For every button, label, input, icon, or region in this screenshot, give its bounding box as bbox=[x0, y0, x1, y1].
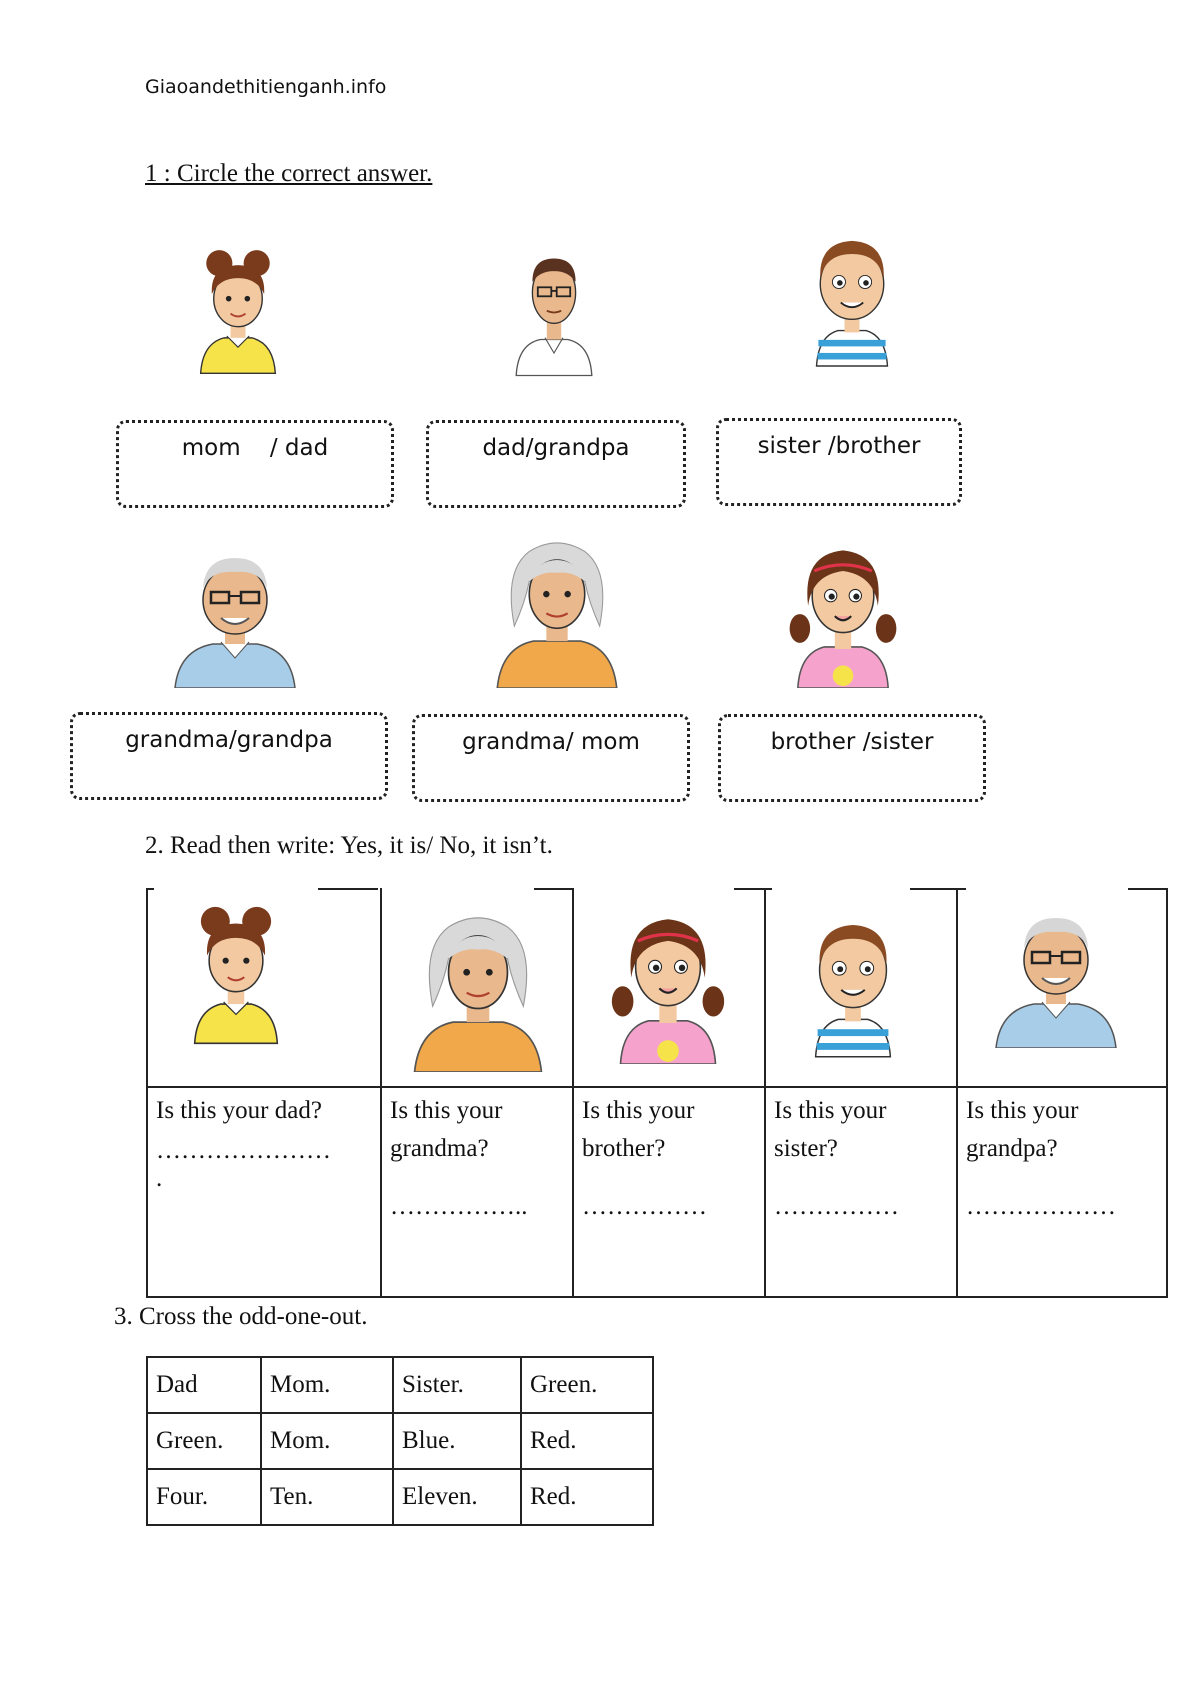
grandma-icon bbox=[398, 902, 558, 1072]
answer-blank[interactable]: …………….. bbox=[390, 1193, 528, 1220]
word-cell[interactable]: Mom. bbox=[261, 1357, 393, 1413]
question-text-2: sister? bbox=[774, 1135, 838, 1162]
odd-one-out-table bbox=[146, 1356, 654, 1526]
table-border bbox=[146, 1086, 1168, 1088]
answer-box-1[interactable]: mom / dad bbox=[116, 420, 394, 508]
mom-icon bbox=[182, 238, 294, 378]
table-row bbox=[147, 1413, 653, 1469]
answer-box-5[interactable]: grandma/ mom bbox=[412, 714, 690, 802]
word-cell[interactable]: Four. bbox=[147, 1469, 261, 1525]
table-border bbox=[734, 888, 772, 890]
site-header: Giaoandethitienganh.info bbox=[145, 76, 387, 98]
word-cell[interactable]: Dad bbox=[147, 1357, 261, 1413]
grandpa-icon bbox=[976, 898, 1136, 1048]
word-cell[interactable]: Green. bbox=[147, 1413, 261, 1469]
answer-blank[interactable]: …………… bbox=[582, 1193, 707, 1220]
word-cell[interactable]: Red. bbox=[521, 1413, 653, 1469]
word-cell[interactable]: Sister. bbox=[393, 1357, 521, 1413]
question-text-2: grandma? bbox=[390, 1135, 489, 1162]
section1-title: 1 : Circle the correct answer. bbox=[145, 160, 433, 187]
answer-box-3[interactable]: sister /brother bbox=[716, 418, 962, 506]
mom-icon bbox=[174, 894, 298, 1048]
answer-blank-end: . bbox=[156, 1165, 163, 1192]
table-border bbox=[956, 888, 958, 1298]
table-border bbox=[146, 888, 148, 1298]
table-row bbox=[147, 1357, 653, 1413]
answer-blank[interactable]: ……………… bbox=[966, 1193, 1116, 1220]
question-text-2: brother? bbox=[582, 1135, 666, 1162]
question-text-2: grandpa? bbox=[966, 1135, 1058, 1162]
table-border bbox=[572, 888, 574, 1298]
question-cell-4 bbox=[774, 1092, 954, 1226]
question-cell-1 bbox=[156, 1092, 376, 1198]
question-text: Is this your dad? bbox=[156, 1097, 322, 1124]
answer-box-4[interactable]: grandma/grandpa bbox=[70, 712, 388, 800]
question-cell-2 bbox=[390, 1092, 570, 1226]
table-border bbox=[146, 1296, 1168, 1298]
table-border bbox=[534, 888, 572, 890]
word-cell[interactable]: Ten. bbox=[261, 1469, 393, 1525]
grandma-icon bbox=[482, 528, 632, 688]
brother-icon bbox=[796, 218, 908, 374]
word-cell[interactable]: Blue. bbox=[393, 1413, 521, 1469]
answer-blank[interactable]: ………………… bbox=[156, 1137, 331, 1164]
answer-box-2[interactable]: dad/grandpa bbox=[426, 420, 686, 508]
word-cell[interactable]: Eleven. bbox=[393, 1469, 521, 1525]
question-cell-5 bbox=[966, 1092, 1162, 1226]
answer-blank[interactable]: …………… bbox=[774, 1193, 899, 1220]
dad-icon bbox=[500, 238, 608, 378]
word-cell[interactable]: Red. bbox=[521, 1469, 653, 1525]
section3-title: 3. Cross the odd-one-out. bbox=[114, 1303, 368, 1330]
question-text: Is this your bbox=[966, 1097, 1079, 1124]
table-border bbox=[764, 888, 766, 1298]
word-cell[interactable]: Green. bbox=[521, 1357, 653, 1413]
question-text: Is this your bbox=[774, 1097, 887, 1124]
section2-title: 2. Read then write: Yes, it is/ No, it isn’t. bbox=[145, 832, 553, 859]
question-text: Is this your bbox=[390, 1097, 503, 1124]
word-cell[interactable]: Mom. bbox=[261, 1413, 393, 1469]
table-border bbox=[1166, 888, 1168, 1298]
sister-icon bbox=[768, 534, 918, 688]
question-text: Is this your bbox=[582, 1097, 695, 1124]
brother-icon bbox=[794, 902, 912, 1064]
table-border bbox=[318, 888, 378, 890]
sister-icon bbox=[592, 902, 744, 1064]
table-border bbox=[380, 888, 382, 1298]
question-cell-3 bbox=[582, 1092, 762, 1226]
table-row bbox=[147, 1469, 653, 1525]
table-border bbox=[1128, 888, 1168, 890]
grandpa-icon bbox=[160, 538, 310, 688]
answer-box-6[interactable]: brother /sister bbox=[718, 714, 986, 802]
question-table bbox=[146, 888, 1168, 1298]
